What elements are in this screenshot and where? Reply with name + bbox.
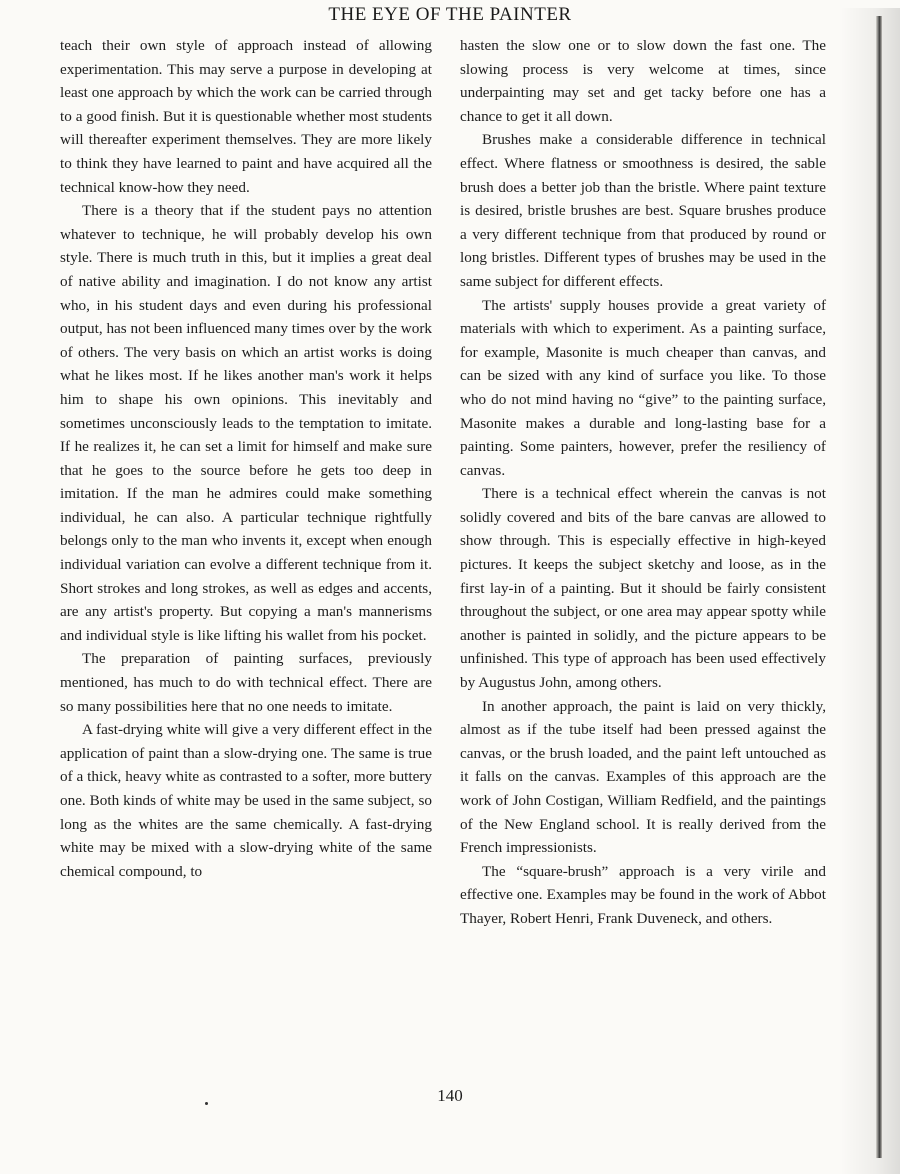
paragraph: There is a theory that if the student pays no attention whatever to technique, he will probably develop his own style. There is much truth in this, but it implies a great deal of native ability and imagination. I do not know any artist who, in his student days and even during his professional output, has not been influenced many times over by the work of others. The very basis on which an artist works is doing what he likes most. If he likes another man's work it helps him to shape his own opinions. This inevitably and sometimes unconsciously leads to the temptation to imitate. If he realizes it, he can set a limit for himself and make sure that he goes to the source before he gets too deep in imitation. If the man he admires could make something individual, he can also. A particular technique rightfully belongs only to the man who invents it, except when enough individual variation can evolve a different technique from it. Short strokes and long strokes, as well as edges and accents, are any artist's property. But copying a man's mannerisms and individual style is like lifting his wallet from his pocket. — [60, 202, 432, 644]
paragraph: There is a technical effect wherein the canvas is not solidly covered and bits of the bare canvas are allowed to show through. This is especially effective in high-keyed pictures. It keeps the subject sketchy and loose, as in the first lay-in of a painting. But it should be fairly consistent throughout the subject, or one area may appear spotty while another is painted in solidly, and the picture appears to be unfinished. This type of approach has been used effectively by Augustus John, among others. — [460, 485, 826, 692]
paragraph: hasten the slow one or to slow down the fast one. The slowing process is very welcome at times, since underpainting may set and get tacky before one has a chance to get it all down. — [460, 37, 826, 125]
paragraph: The artists' supply houses provide a great variety of materials with which to experiment. As a painting surface, for example, Masonite is much cheaper than canvas, and can be sized with any kind of surface you like. To those who do not mind having no “give” to the painting surface, Masonite makes a durable and long-lasting base for a painting. Some painters, however, prefer the resiliency of canvas. — [460, 296, 826, 479]
page-edge-shadow — [840, 8, 900, 1174]
paragraph: The “square-brush” approach is a very virile and effective one. Examples may be found in the work of Abbot Thayer, Robert Henri, Frank Duveneck, and others. — [460, 862, 826, 927]
paragraph: teach their own style of approach instead of allowing experimentation. This may serve a purpose in developing at least one approach by which the work can be carried through to a good finish. But it is questionable whether most students will thereafter experiment themselves. They are more likely to think they have learned to paint and have acquired all the technical know-how they need. — [60, 37, 432, 196]
left-column — [60, 34, 432, 883]
right-column — [460, 34, 826, 931]
paragraph: Brushes make a considerable difference in technical effect. Where flatness or smoothness is desired, the sable brush does a better job than the bristle. Where paint texture is desired, bristle brushes are best. Square brushes produce a very different technique from that produced by round or long bristles. Different types of brushes may be used in the same subject for different effects. — [460, 131, 826, 290]
paragraph: In another approach, the paint is laid on very thickly, almost as if the tube itself had been pressed against the canvas, or the brush loaded, and the paint left untouched as it falls on the canvas. Examples of this approach are the work of John Costigan, William Redfield, and the paintings of the New England school. It is really derived from the French impressionists. — [460, 697, 826, 857]
binding-edge — [876, 16, 882, 1158]
running-head: THE EYE OF THE PAINTER — [328, 4, 572, 25]
page-number: 140 — [437, 1086, 463, 1105]
paragraph: The preparation of painting surfaces, previously mentioned, has much to do with technical effect. There are so many possibilities here that no one needs to imitate. — [60, 650, 432, 715]
paragraph: A fast-drying white will give a very different effect in the application of paint than a slow-drying one. The same is true of a thick, heavy white as contrasted to a softer, more buttery one. Both kinds of white may be used in the same subject, so long as the whites are the same chemically. A fast-drying white may be mixed with a slow-drying white of the same chemical compound, to — [60, 721, 432, 880]
